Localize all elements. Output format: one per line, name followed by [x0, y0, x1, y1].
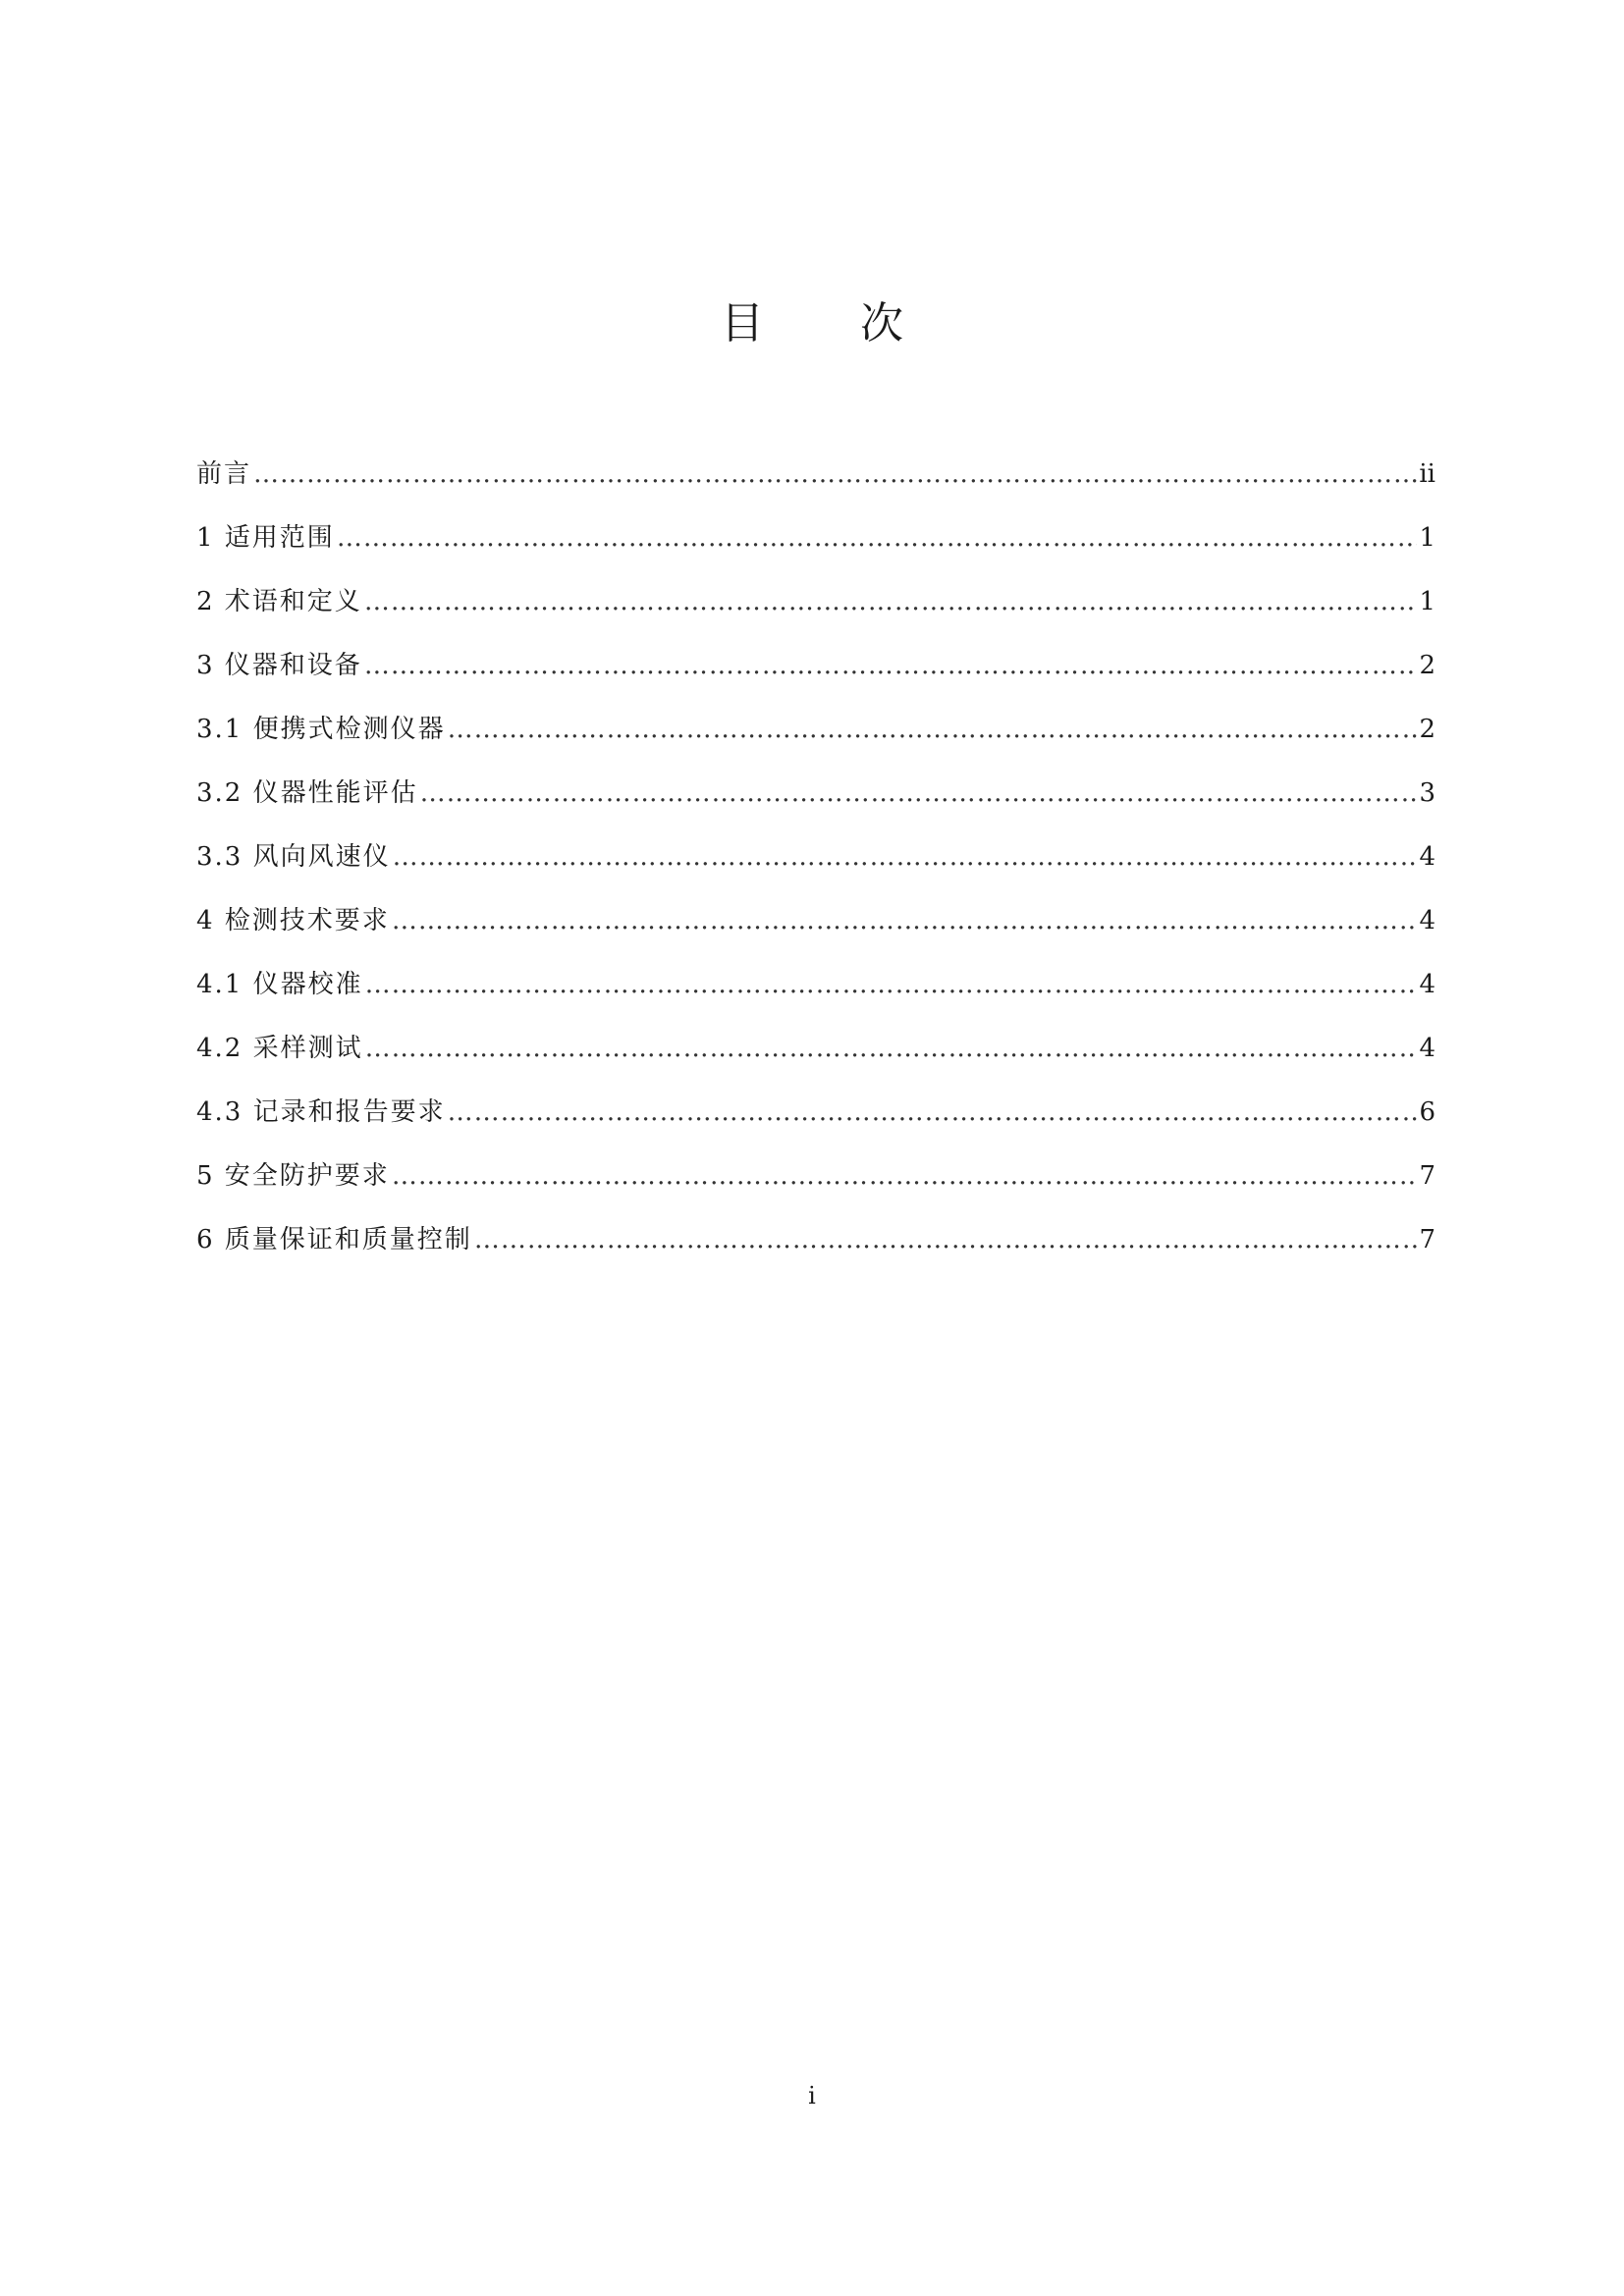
- toc-entry-label: 4.2 采样测试: [196, 1034, 363, 1063]
- toc-dot-leader: [365, 1029, 1418, 1068]
- toc-dot-leader: [364, 582, 1418, 621]
- toc-entry-foreword[interactable]: [196, 454, 1435, 518]
- page-title: 目 次: [721, 298, 945, 348]
- toc-dot-leader: [364, 646, 1418, 685]
- toc-dot-leader: [337, 518, 1418, 558]
- toc-dot-leader: [392, 1156, 1418, 1196]
- toc-entry-label: 2 术语和定义: [196, 587, 362, 616]
- toc-entry-label: 6 质量保证和质量控制: [196, 1225, 472, 1255]
- toc-entry-4-3[interactable]: [196, 1093, 1435, 1156]
- toc-entry-page: ii: [1419, 459, 1435, 489]
- toc-entry-page: 3: [1419, 778, 1435, 808]
- toc-entry-label: 5 安全防护要求: [196, 1161, 390, 1191]
- toc-entry-page: 6: [1419, 1097, 1435, 1127]
- toc-entry-6[interactable]: [196, 1220, 1435, 1284]
- toc-dot-leader: [253, 454, 1417, 494]
- toc-entry-label: 3.1 便携式检测仪器: [196, 715, 446, 744]
- toc-dot-leader: [365, 965, 1418, 1004]
- toc-entry-4-2[interactable]: [196, 1029, 1435, 1093]
- toc-entry-page: 4: [1419, 1034, 1435, 1063]
- toc-entry-page: 4: [1419, 842, 1435, 872]
- toc-entry-page: 2: [1419, 651, 1435, 680]
- toc-dot-leader: [392, 901, 1418, 940]
- toc-entry-3[interactable]: [196, 646, 1435, 710]
- toc-entry-4-1[interactable]: [196, 965, 1435, 1029]
- toc-entry-label: 3.3 风向风速仪: [196, 842, 391, 872]
- toc-entry-label: 3.2 仪器性能评估: [196, 778, 418, 808]
- toc-entry-page: 1: [1419, 587, 1435, 616]
- toc-dot-leader: [393, 837, 1418, 877]
- toc-entry-label: 前言: [196, 459, 252, 489]
- toc-dot-leader: [448, 710, 1418, 749]
- toc-entry-5[interactable]: [196, 1156, 1435, 1220]
- toc-entry-label: 1 适用范围: [196, 523, 335, 553]
- toc-entry-page: 2: [1419, 715, 1435, 744]
- toc-dot-leader: [448, 1093, 1418, 1132]
- toc-entry-2[interactable]: [196, 582, 1435, 646]
- toc-dot-leader: [474, 1220, 1418, 1259]
- toc-entry-4[interactable]: [196, 901, 1435, 965]
- toc-entry-label: 4 检测技术要求: [196, 906, 390, 935]
- toc-entry-page: 4: [1419, 970, 1435, 999]
- toc-entry-3-2[interactable]: [196, 774, 1435, 837]
- toc-entry-label: 4.1 仪器校准: [196, 970, 363, 999]
- toc-entry-3-1[interactable]: [196, 710, 1435, 774]
- toc-entry-page: 4: [1419, 906, 1435, 935]
- toc-entry-label: 4.3 记录和报告要求: [196, 1097, 446, 1127]
- page-number: i: [808, 2082, 816, 2109]
- toc-entry-label: 3 仪器和设备: [196, 651, 362, 680]
- toc-entry-page: 7: [1419, 1225, 1435, 1255]
- toc-dot-leader: [420, 774, 1418, 813]
- toc-entry-page: 7: [1419, 1161, 1435, 1191]
- toc-entry-1[interactable]: [196, 518, 1435, 582]
- toc-entry-3-3[interactable]: [196, 837, 1435, 901]
- table-of-contents: [196, 454, 1435, 1284]
- toc-entry-page: 1: [1419, 523, 1435, 553]
